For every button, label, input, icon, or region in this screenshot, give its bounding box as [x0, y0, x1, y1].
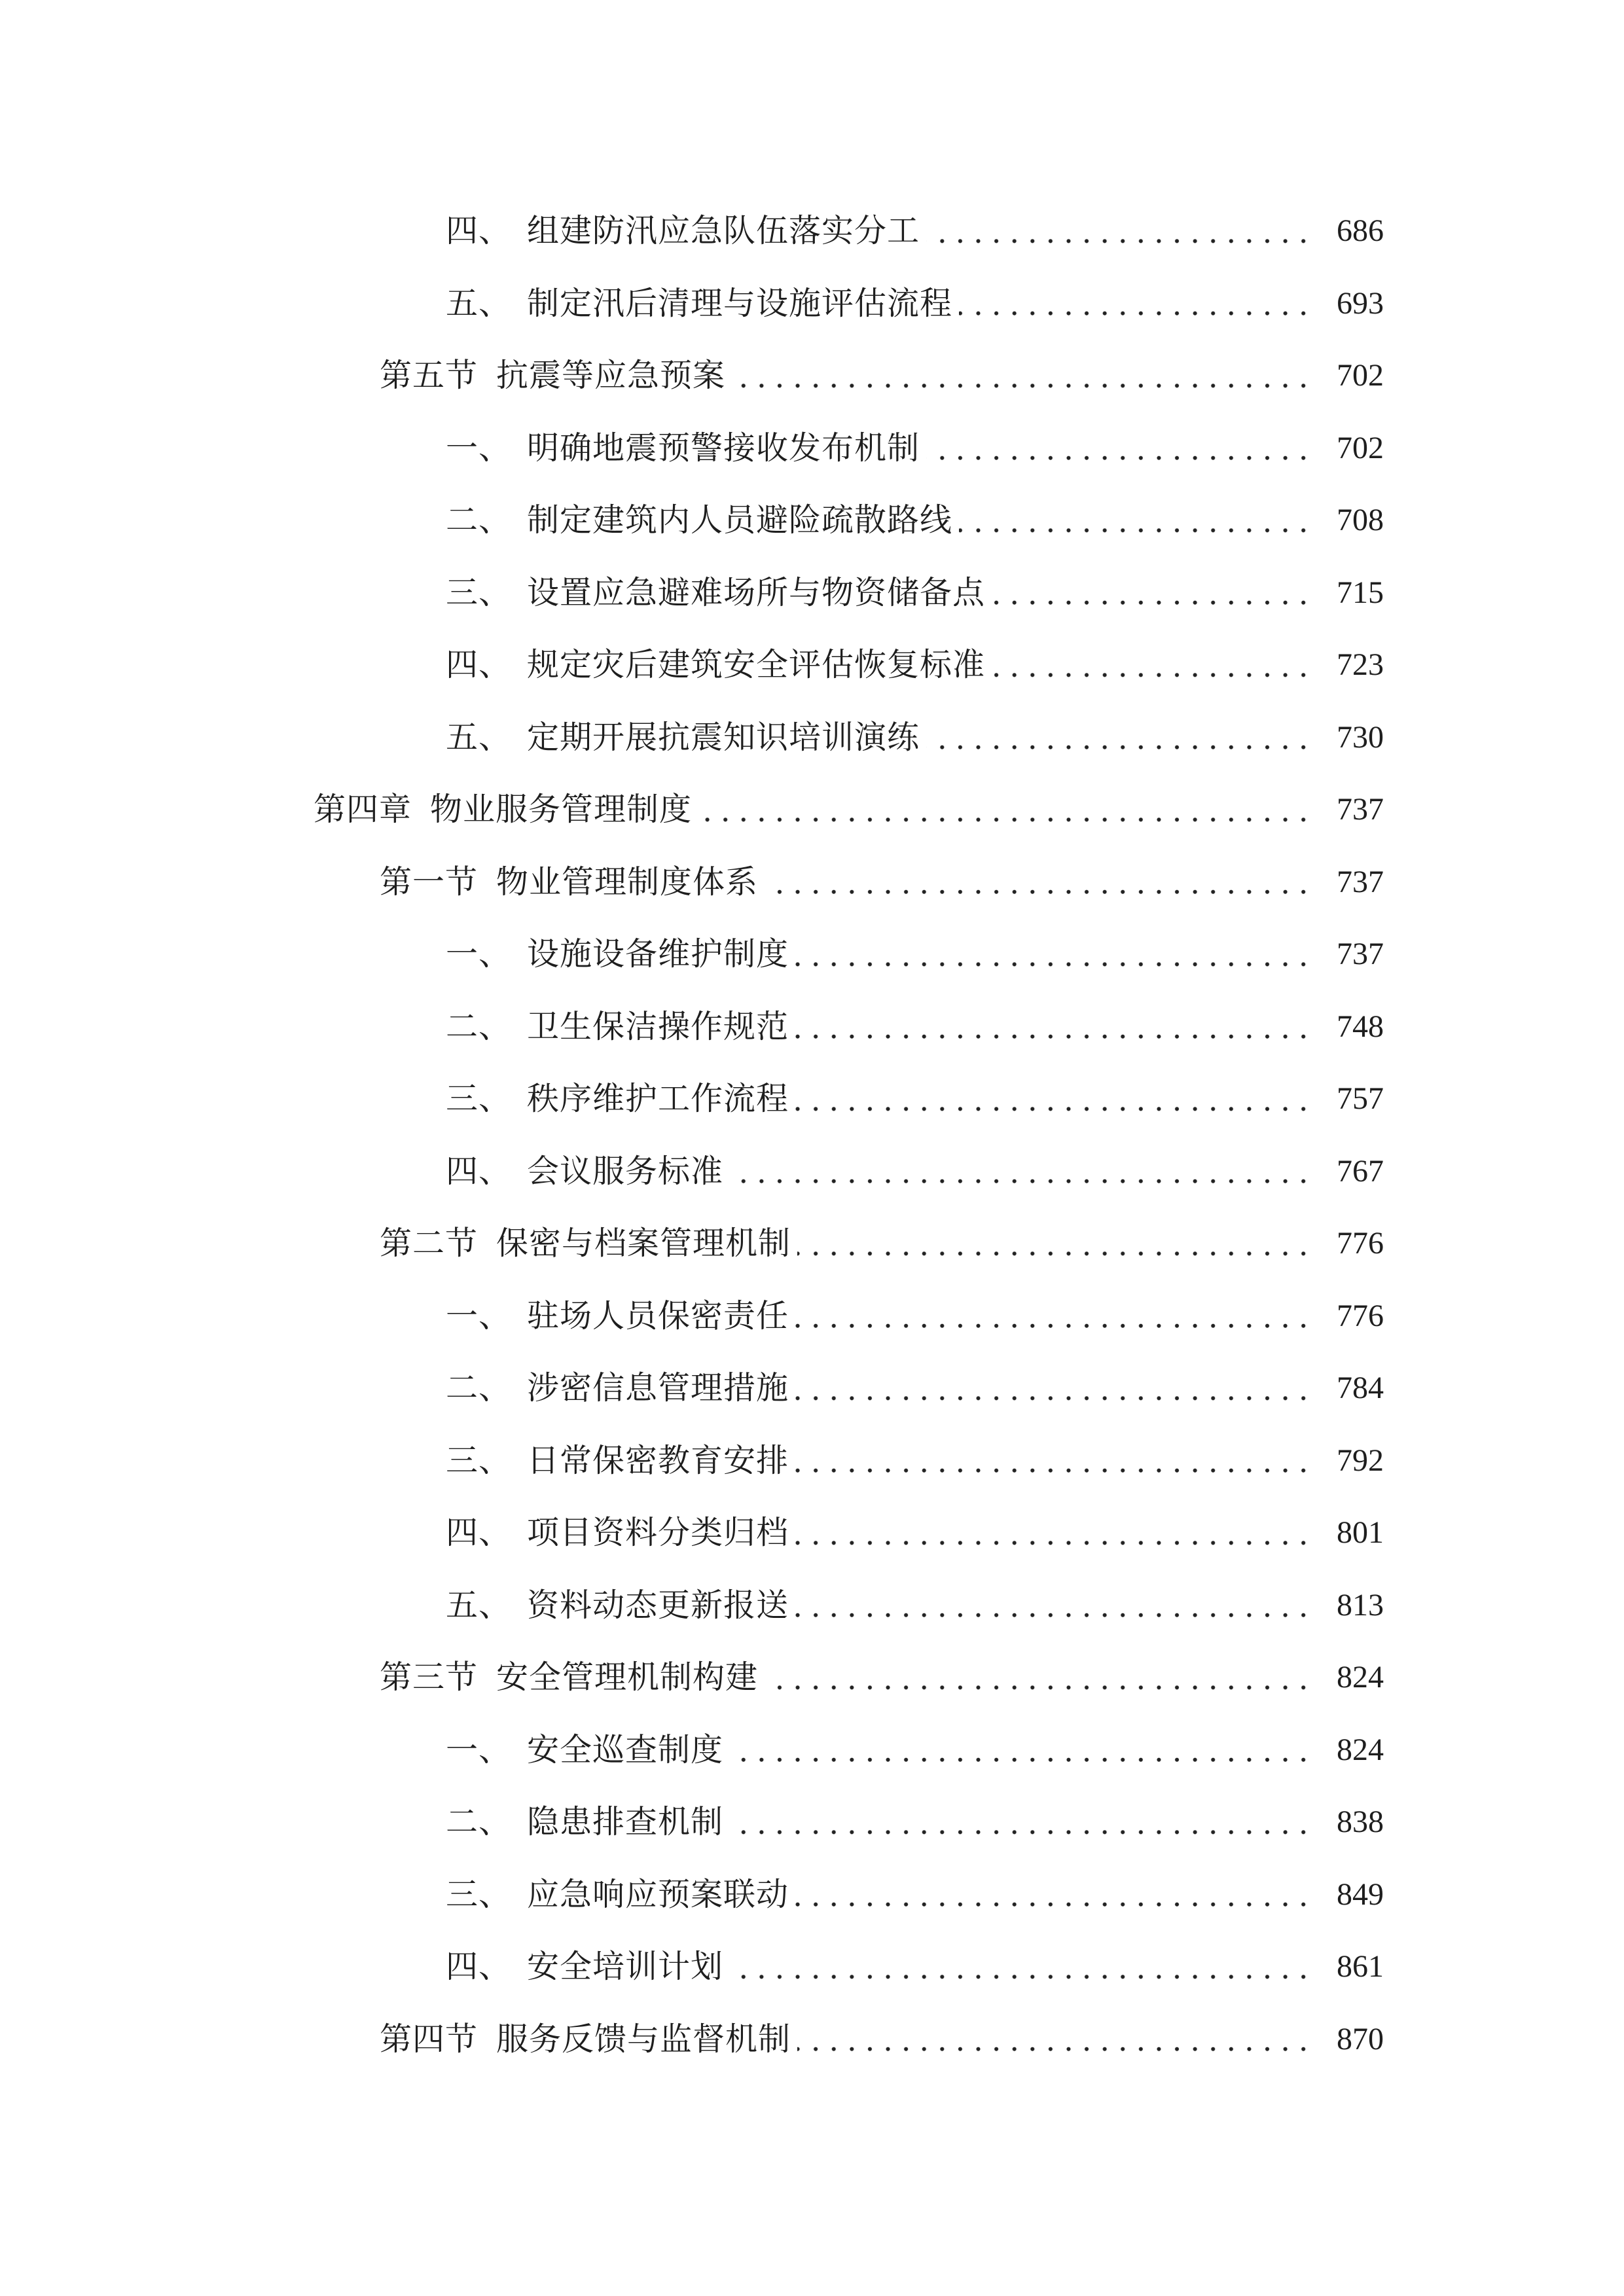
toc-section-entry [0, 1208, 1384, 1280]
toc-page-number: 801 [1337, 1515, 1384, 1550]
toc-item-entry [0, 918, 1384, 991]
toc-page-number: 737 [1337, 937, 1384, 971]
toc-item-entry [0, 1136, 1384, 1208]
toc-page-number: 702 [1337, 358, 1384, 393]
toc-section-entry [0, 1641, 1384, 1714]
toc-page-number: 776 [1337, 1226, 1384, 1261]
dot-leader [730, 1714, 1312, 1787]
table-of-contents [0, 195, 1384, 2075]
dot-leader [992, 629, 1312, 702]
toc-page-number: 861 [1337, 1949, 1384, 1984]
dot-leader [730, 1136, 1312, 1208]
toc-item-number: 一、 [446, 429, 512, 467]
toc-page-number: 824 [1337, 1660, 1384, 1695]
toc-item-title: 应急响应预案联动 [527, 1875, 789, 1913]
toc-page-number: 784 [1337, 1371, 1384, 1405]
dot-leader [959, 268, 1312, 340]
toc-item-number: 四、 [446, 1152, 512, 1190]
toc-page-number: 723 [1337, 647, 1384, 682]
toc-page-number: 708 [1337, 503, 1384, 537]
toc-item-entry [0, 1352, 1384, 1425]
toc-section-number: 第一节 [380, 863, 478, 901]
toc-item-title: 资料动态更新报送 [527, 1586, 789, 1624]
dot-leader [732, 340, 1312, 412]
toc-item-entry [0, 1497, 1384, 1570]
toc-item-number: 四、 [446, 212, 512, 249]
toc-item-number: 一、 [446, 1731, 512, 1768]
toc-item-number: 四、 [446, 1948, 512, 1985]
toc-page-number: 686 [1337, 213, 1384, 248]
toc-item-title: 卫生保洁操作规范 [527, 1007, 789, 1045]
toc-chapter-title: 物业服务管理制度 [430, 791, 693, 828]
toc-page-number: 838 [1337, 1804, 1384, 1839]
toc-item-title: 隐患排查机制 [527, 1803, 724, 1840]
toc-item-number: 三、 [446, 1875, 512, 1913]
toc-item-title: 设置应急避难场所与物资储备点 [527, 573, 986, 611]
toc-section-title: 服务反馈与监督机制 [496, 2020, 791, 2058]
dot-leader [926, 412, 1312, 485]
toc-item-entry [0, 1425, 1384, 1498]
dot-leader [795, 1859, 1312, 1931]
toc-page-number: 813 [1337, 1587, 1384, 1623]
toc-page-number: 767 [1337, 1153, 1384, 1189]
toc-section-entry [0, 2003, 1384, 2076]
toc-page-number: 715 [1337, 575, 1384, 610]
toc-item-title: 明确地震预警接收发布机制 [527, 429, 920, 467]
toc-item-entry [0, 1063, 1384, 1136]
toc-item-entry [0, 1570, 1384, 1642]
toc-item-number: 四、 [446, 646, 512, 683]
toc-item-title: 秩序维护工作流程 [527, 1080, 789, 1117]
toc-section-number: 第二节 [380, 1225, 478, 1262]
toc-page-number: 693 [1337, 285, 1384, 321]
toc-item-title: 驻场人员保密责任 [527, 1297, 789, 1335]
toc-item-entry [0, 1714, 1384, 1787]
toc-item-title: 安全培训计划 [527, 1948, 724, 1985]
toc-section-entry [0, 340, 1384, 412]
toc-page-number: 849 [1337, 1876, 1384, 1912]
toc-item-entry [0, 484, 1384, 557]
toc-section-title: 抗震等应急预案 [496, 357, 726, 394]
toc-section-entry [0, 846, 1384, 919]
toc-item-entry [0, 1280, 1384, 1353]
toc-item-title: 会议服务标准 [527, 1152, 724, 1190]
toc-item-number: 五、 [446, 1586, 512, 1624]
toc-item-entry [0, 991, 1384, 1064]
dot-leader [795, 918, 1312, 991]
toc-page-number: 730 [1337, 719, 1384, 755]
toc-item-title: 制定建筑内人员避险疏散路线 [527, 501, 953, 539]
dot-leader [765, 1641, 1312, 1714]
toc-chapter-number: 第四章 [314, 791, 412, 828]
toc-page-number: 870 [1337, 2021, 1384, 2056]
dot-leader [698, 774, 1312, 846]
dot-leader [959, 484, 1312, 557]
toc-item-entry [0, 412, 1384, 485]
dot-leader [795, 1352, 1312, 1425]
toc-page-number: 737 [1337, 864, 1384, 899]
toc-page-number: 792 [1337, 1443, 1384, 1478]
toc-page-number: 737 [1337, 792, 1384, 827]
dot-leader [765, 846, 1312, 919]
toc-page-number: 776 [1337, 1298, 1384, 1333]
dot-leader [730, 1786, 1312, 1859]
dot-leader [795, 991, 1312, 1064]
dot-leader [926, 195, 1312, 268]
toc-item-number: 二、 [446, 1369, 512, 1407]
toc-item-title: 设施设备维护制度 [527, 935, 789, 973]
toc-item-title: 项目资料分类归档 [527, 1514, 789, 1551]
toc-item-entry [0, 702, 1384, 774]
dot-leader [992, 557, 1312, 630]
toc-item-title: 规定灾后建筑安全评估恢复标准 [527, 646, 986, 683]
toc-item-title: 制定汛后清理与设施评估流程 [527, 284, 953, 322]
toc-item-number: 二、 [446, 1007, 512, 1045]
dot-leader [795, 1063, 1312, 1136]
toc-page-number: 824 [1337, 1732, 1384, 1767]
dot-leader [795, 1280, 1312, 1353]
toc-item-entry [0, 557, 1384, 630]
toc-item-number: 一、 [446, 935, 512, 973]
dot-leader [795, 1497, 1312, 1570]
toc-item-title: 组建防汛应急队伍落实分工 [527, 212, 920, 249]
dot-leader [730, 1931, 1312, 2003]
toc-section-title: 物业管理制度体系 [496, 863, 759, 901]
toc-item-number: 四、 [446, 1514, 512, 1551]
toc-page-number: 702 [1337, 430, 1384, 465]
toc-item-title: 定期开展抗震知识培训演练 [527, 718, 920, 756]
toc-item-number: 三、 [446, 1441, 512, 1479]
dot-leader [795, 1570, 1312, 1642]
toc-item-number: 三、 [446, 1080, 512, 1117]
toc-item-entry [0, 268, 1384, 340]
toc-page-number: 748 [1337, 1009, 1384, 1044]
toc-chapter-entry [0, 774, 1384, 846]
toc-item-entry [0, 1786, 1384, 1859]
toc-item-number: 二、 [446, 1803, 512, 1840]
dot-leader [795, 1425, 1312, 1498]
toc-section-title: 保密与档案管理机制 [496, 1225, 791, 1262]
toc-section-number: 第四节 [380, 2020, 478, 2058]
toc-page-number: 757 [1337, 1081, 1384, 1116]
toc-item-number: 五、 [446, 718, 512, 756]
toc-item-entry [0, 1931, 1384, 2003]
toc-section-title: 安全管理机制构建 [496, 1659, 759, 1696]
toc-item-number: 三、 [446, 573, 512, 611]
toc-section-number: 第三节 [380, 1659, 478, 1696]
toc-item-number: 五、 [446, 284, 512, 322]
toc-item-title: 安全巡查制度 [527, 1731, 724, 1768]
dot-leader [797, 2003, 1312, 2076]
toc-item-entry [0, 629, 1384, 702]
toc-item-title: 涉密信息管理措施 [527, 1369, 789, 1407]
toc-section-number: 第五节 [380, 357, 478, 394]
toc-item-entry [0, 1859, 1384, 1931]
toc-item-number: 一、 [446, 1297, 512, 1335]
toc-item-title: 日常保密教育安排 [527, 1441, 789, 1479]
toc-item-entry [0, 195, 1384, 268]
dot-leader [797, 1208, 1312, 1280]
toc-item-number: 二、 [446, 501, 512, 539]
dot-leader [926, 702, 1312, 774]
